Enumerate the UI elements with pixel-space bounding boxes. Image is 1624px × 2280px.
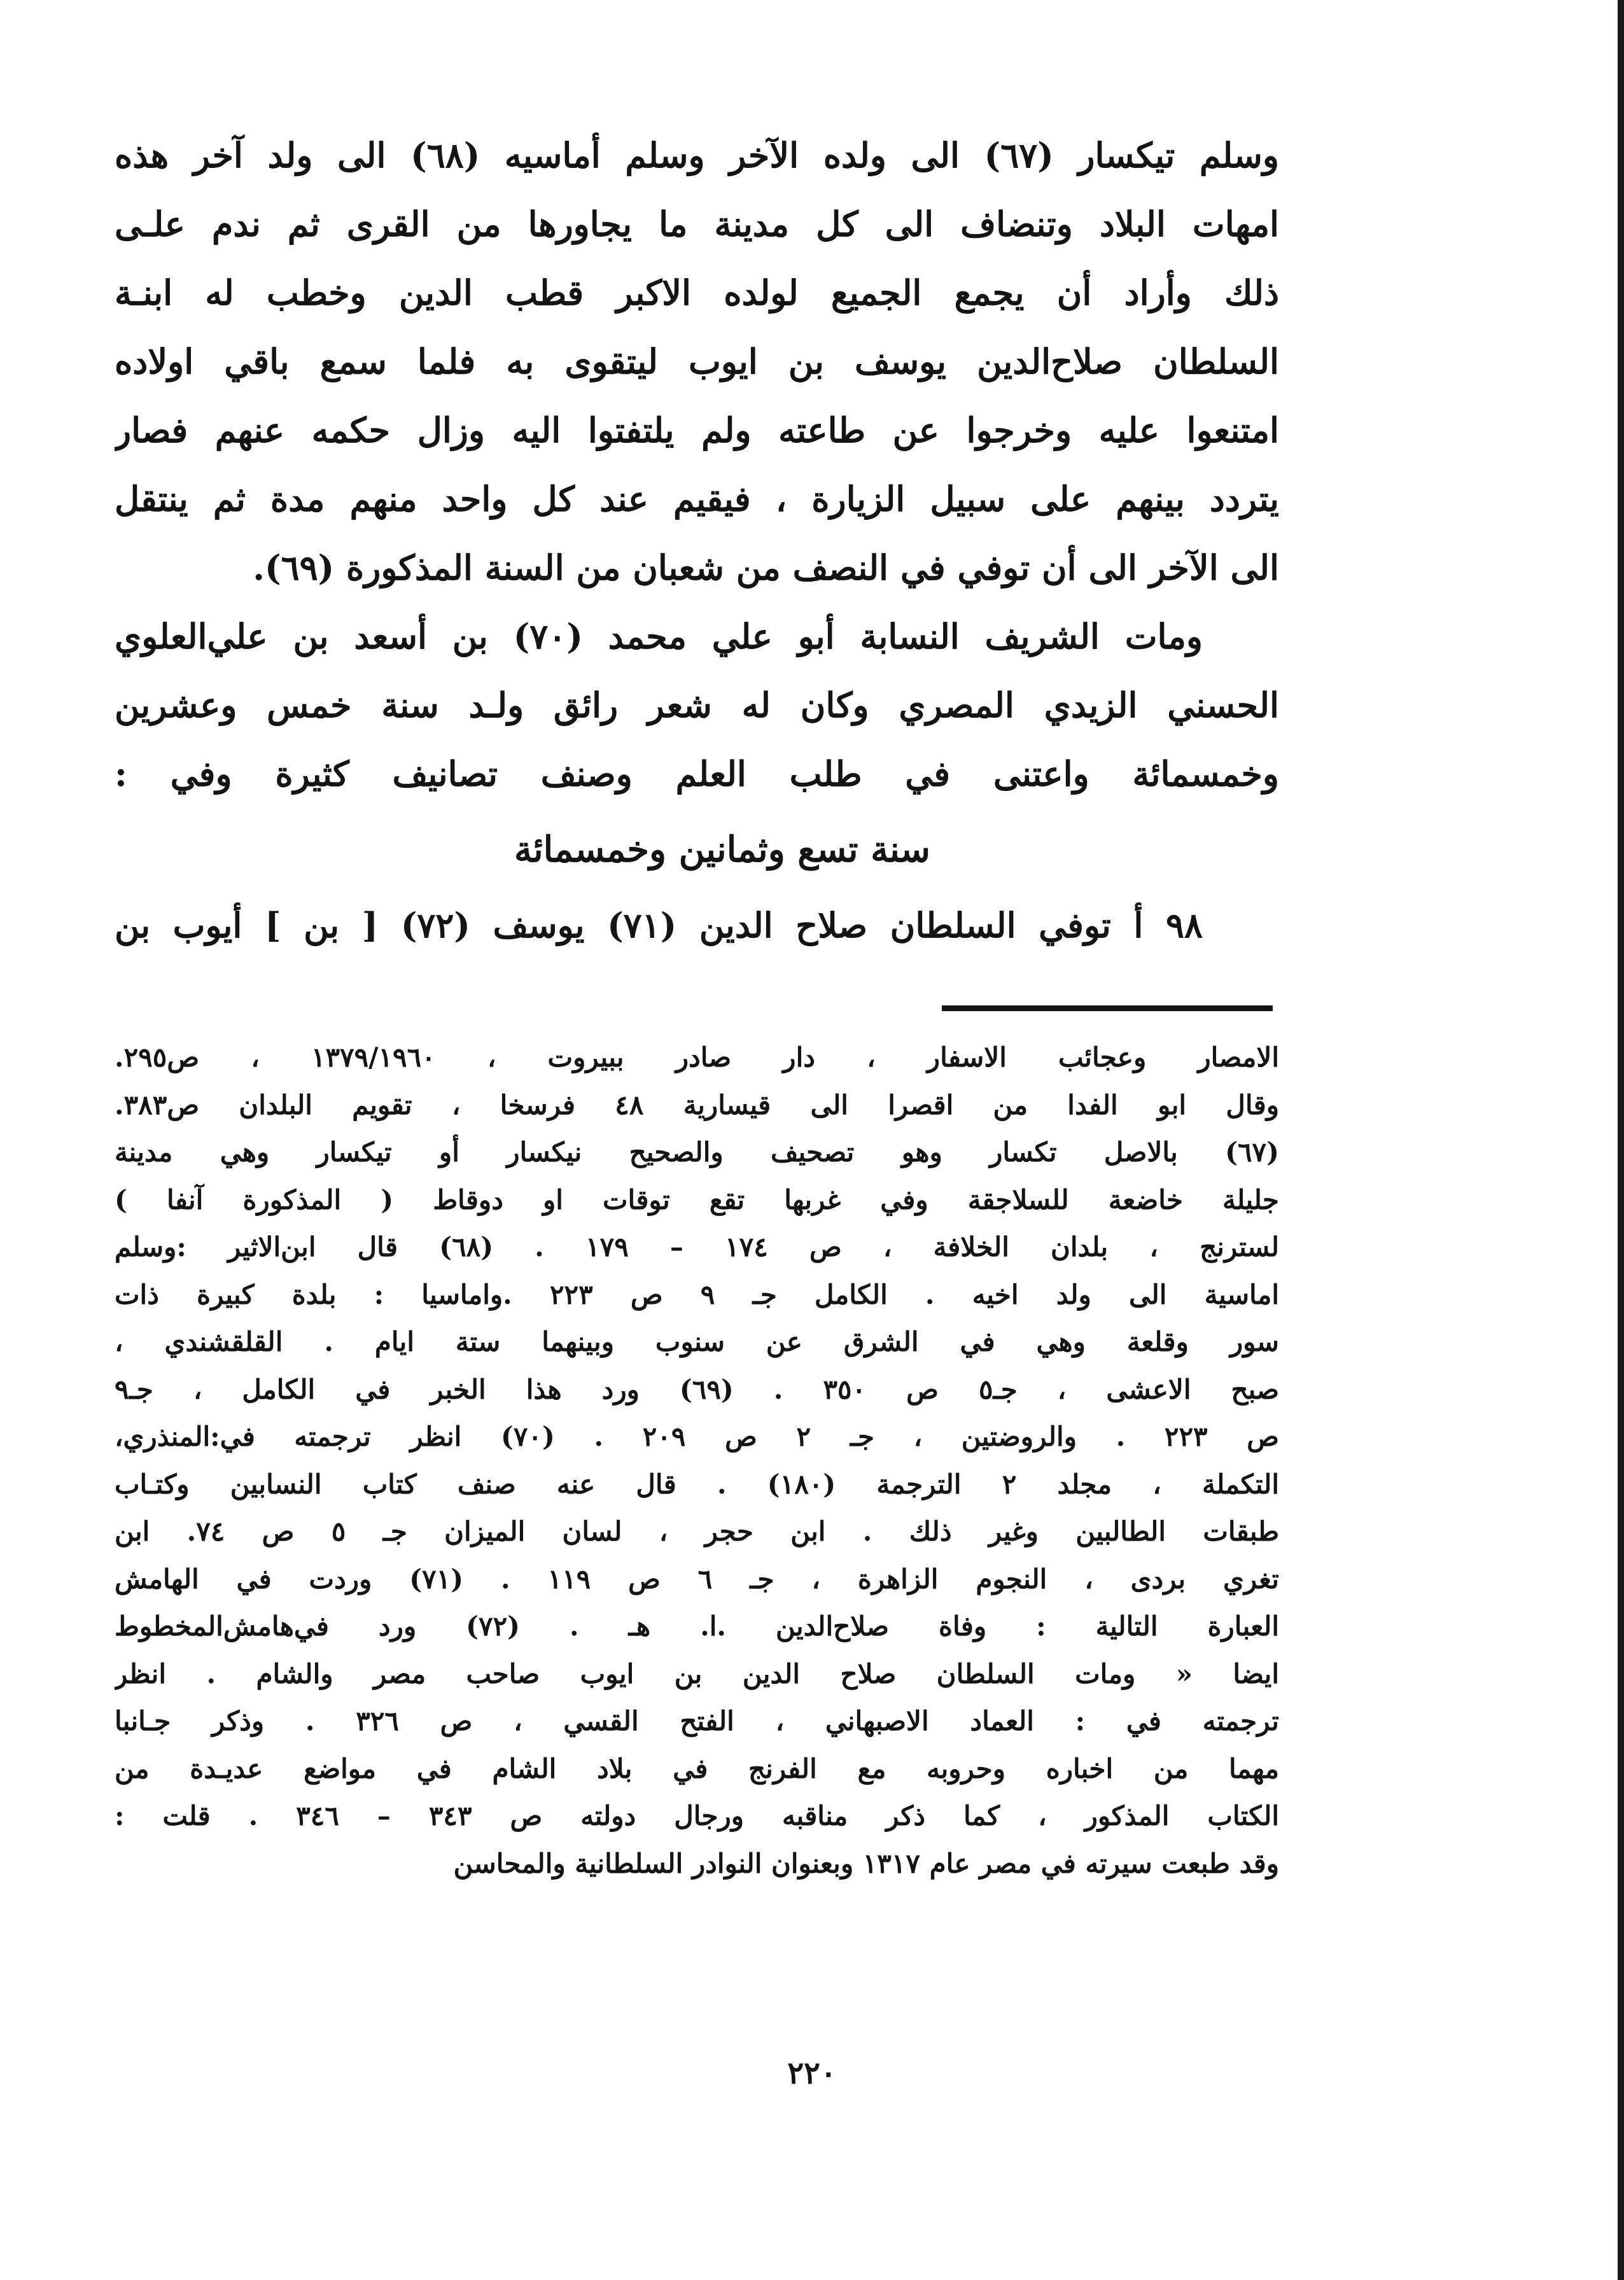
footnote-line: مهما من اخباره وحروبه مع الفرنج في بلاد الشام في مواضع عديـدة من bbox=[115, 1752, 1279, 1784]
text-line: وخمسمائة واعتنى في طلب العلم وصنف تصانيف كثيرة وفي : bbox=[115, 753, 1279, 794]
footnote-line: جليلة خاضعة للسلاجقة وفي غربها تقع توقات او دوقاط ( المذكورة آنفا ) bbox=[115, 1184, 1279, 1215]
footnote-separator bbox=[942, 1005, 1273, 1011]
footnote-line: التكملة ، مجلد ٢ الترجمة (١٨٠) . قال عنه صنف كتاب النسابين وكتـاب bbox=[115, 1468, 1279, 1500]
footnote-line: الامصار وعجائب الاسفار ، دار صادر ببيروت ، ١٣٧٩/١٩٦٠ ، ص٢٩٥. bbox=[115, 1042, 1279, 1073]
paragraph-1 bbox=[115, 121, 1279, 602]
text-line: امهات البلاد وتنضاف الى كل مدينة ما يجاورها من القرى ثم ندم علـى bbox=[115, 204, 1279, 244]
text-line: ومات الشريف النسابة أبو علي محمد (٧٠) بن أسعد بن علي‌العلوي bbox=[115, 616, 1203, 657]
text-line: الى الآخر الى أن توفي في النصف من شعبان من السنة المذكورة (٦٩). bbox=[253, 547, 1279, 588]
text-line: وسلم تيكسار (٦٧) الى ولده الآخر وسلم أماسيه (٦٨) الى ولد آخر هذه bbox=[115, 135, 1279, 176]
footnote-line: ايضا « ومات السلطان صلاح الدين بن ايوب صاحب مصر والشام . انظر bbox=[115, 1658, 1279, 1689]
page-edge-shadow bbox=[1618, 0, 1624, 2280]
footnote-line: وقال ابو الفدا من اقصرا الى قيسارية ٤٨ فرسخا ، تقويم البلدان ص٣٨٣. bbox=[115, 1089, 1279, 1121]
text-line: السلطان صلاح‌الدين يوسف بن ايوب ليتقوى به فلما سمع باقي اولاده bbox=[115, 341, 1279, 382]
paragraph-2 bbox=[115, 602, 1279, 808]
text-line: ذلك وأراد أن يجمع الجميع لولده الاكبر قطب الدين وخطب له ابنـة bbox=[115, 272, 1279, 313]
footnote-line: وقد طبعت سيرته في مصر عام ١٣١٧ وبعنوان النوادر السلطانية والمحاسن bbox=[453, 1847, 1279, 1879]
page-number: ٢٢٠ bbox=[787, 2055, 837, 2091]
footnote-line: ترجمته في : العماد الاصبهاني ، الفتح القسي ، ص ٣٢٦ . وذكر جـانبا bbox=[115, 1705, 1279, 1737]
footnote-line: الكتاب المذكور ، كما ذكر مناقبه ورجال دولته ص ٣٤٣ – ٣٤٦ . قلت : bbox=[115, 1800, 1279, 1831]
footnote-line: سور وقلعة وهي في الشرق عن سنوب وبينهما ستة ايام . القلقشندي ، bbox=[115, 1326, 1279, 1357]
main-text-block bbox=[115, 121, 1279, 960]
text-line: الحسني الزيدي المصري وكان له شعر رائق ولـد سنة خمس وعشرين bbox=[115, 685, 1279, 725]
footnote-line: صبح الاعشى ، جـ٥ ص ٣٥٠ . (٦٩) ورد هذا الخبر في الكامل ، جـ٩ bbox=[115, 1373, 1279, 1405]
footnote-line: تغري بردى ، النجوم الزاهرة ، جـ ٦ ص ١١٩ . (٧١) وردت في الهامش bbox=[115, 1563, 1279, 1595]
entry-line: ٩٨ أ توفي السلطان صلاح الدين (٧١) يوسف (٧٢) [ بن ] أيوب بن bbox=[115, 905, 1203, 946]
footnotes-block bbox=[115, 1034, 1279, 1887]
footnote-line: العبارة التالية : وفاة صلاح‌الدين .ا. هـ . (٧٢) ورد في‌هامش‌المخطوط bbox=[115, 1611, 1279, 1642]
section-heading: سنة تسع وثمانين وخمسمائة bbox=[514, 829, 930, 871]
footnote-line: ص ٢٢٣ . والروضتين ، جـ ٢ ص ٢٠٩ . (٧٠) انظر ترجمته في:المنذري، bbox=[115, 1421, 1279, 1452]
text-line: امتنعوا عليه وخرجوا عن طاعته ولم يلتفتوا اليه وزال حكمه عنهم فصار bbox=[115, 410, 1279, 451]
footnote-line: لسترنج ، بلدان الخلافة ، ص ١٧٤ – ١٧٩ . (٦٨) قال ابن‌الاثير :وسلم bbox=[115, 1231, 1279, 1262]
footnote-line: طبقات الطالبين وغير ذلك . ابن حجر ، لسان الميزان جـ ٥ ص ٧٤. ابن bbox=[115, 1516, 1279, 1547]
footnote-line: اماسية الى ولد اخيه . الكامل جـ ٩ ص ٢٢٣ .واماسيا : بلدة كبيرة ذات bbox=[115, 1278, 1279, 1310]
footnote-line: (٦٧) بالاصل تكسار وهو تصحيف والصحيح نيكسار أو تيكسار وهي مدينة bbox=[115, 1137, 1279, 1168]
text-line: يتردد بينهم على سبيل الزيارة ، فيقيم عند كل واحد منهم مدة ثم ينتقل bbox=[115, 479, 1279, 519]
